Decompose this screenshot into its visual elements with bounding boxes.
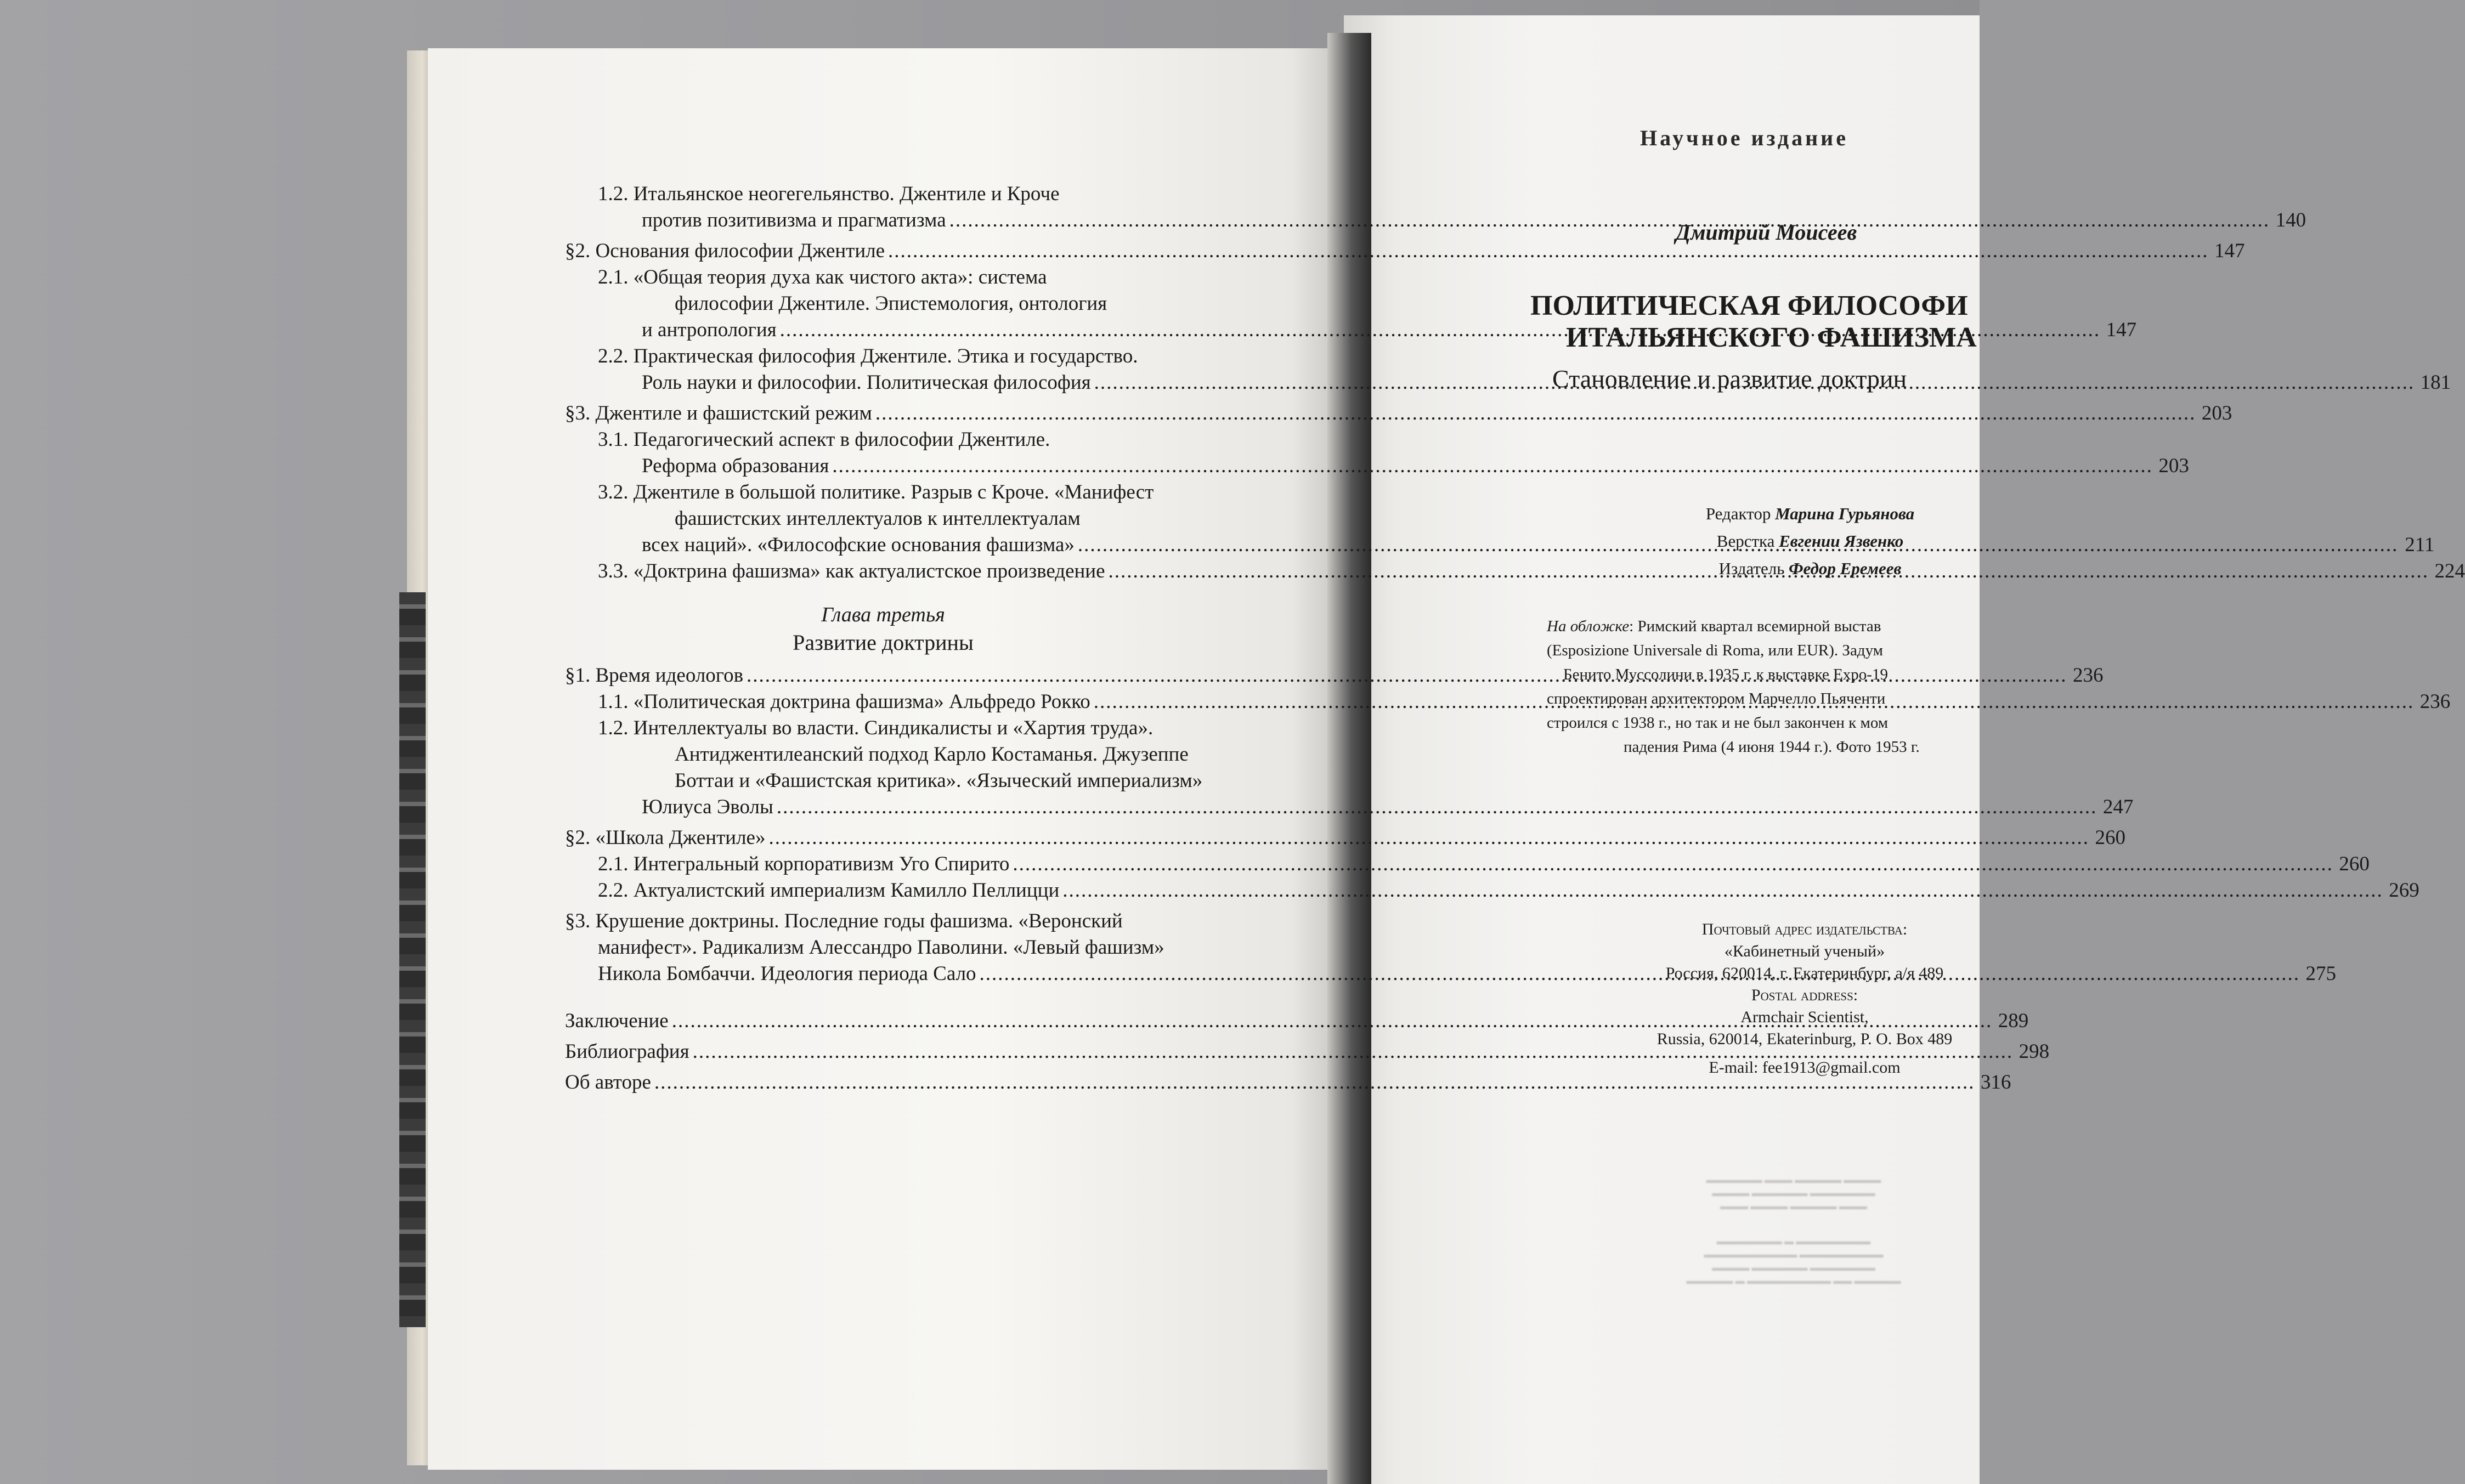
author-name: Дмитрий Моисеев (1675, 220, 1857, 245)
toc-entry-line: §3. Крушение доктрины. Последние годы фашизма. «Веронский (565, 910, 1123, 932)
toc-page-number: 236 (2419, 690, 2451, 713)
toc-entry-text (565, 400, 2232, 427)
address-line: Armchair Scientist, (1740, 1008, 1869, 1026)
cover-note-line: Бенито Муссолини в 1935 г. к выставке Expo-19 (1563, 666, 1888, 683)
toc-entry (565, 825, 2125, 851)
toc-entry-line: 3.3. «Доктрина фашизма» как актуалистское произведение (598, 560, 1105, 582)
series-label: Научное издание (1640, 126, 1848, 150)
cover-note-line: спроектирован архитектором Марчелло Пьяченти (1547, 690, 1886, 707)
cover-note-line: На обложке: Римский квартал всемирной выстав (1547, 618, 1881, 635)
credit-publisher (1646, 555, 1975, 582)
toc-entry-line: Роль науки и философии. Политическая философия (642, 371, 1091, 394)
toc-entry-line: Реформа образования (642, 455, 829, 477)
toc-leader-dots (777, 794, 2097, 820)
toc-leader-dots (1062, 877, 2383, 904)
toc-entry-line: фашистских интеллектуалов к интеллектуалам (675, 507, 1081, 530)
credit-role: Верстка (1716, 531, 1775, 551)
cover-note-label: На обложке (1547, 618, 1630, 635)
toc-entry-line: против позитивизма и прагматизма (642, 209, 946, 231)
show-through-colophon: ▬▬▬▬▬▬ ▬▬▬ ▬▬▬▬▬ ▬▬▬▬ ▬▬▬▬ ▬▬▬▬▬▬ ▬▬▬▬▬▬▬ ▬▬▬ ▬▬▬▬ ▬▬▬▬▬ ▬▬▬ ▬▬▬▬▬▬▬ ▬ ▬▬▬▬▬▬▬▬ ▬▬▬▬▬▬▬▬▬▬ ▬▬▬▬▬▬▬▬▬ ▬▬▬▬ ▬▬▬▬▬▬ ▬▬▬▬▬▬▬ ▬▬▬▬▬ ▬ ▬▬▬▬▬▬▬▬▬ ▬▬ ▬▬▬▬▬ (1686, 1175, 1901, 1286)
toc-entry-line: Боттаи и «Фашистская критика». «Языческий империализм» (675, 769, 1203, 792)
toc-entry-line: 1.2. Интеллектуалы во власти. Синдикалисты и «Хартия труда». (598, 717, 1154, 739)
toc-page-number: 211 (2405, 534, 2435, 556)
toc-leader-dots (768, 825, 2089, 851)
chapter-title: Развитие доктрины (793, 630, 974, 655)
toc-entry-text (598, 877, 2419, 904)
toc-page-number: 260 (2095, 826, 2125, 849)
toc-entry-last-line (598, 370, 2451, 396)
toc-entry (565, 238, 2245, 264)
toc-entry-last-line (598, 794, 2133, 820)
toc-entry (565, 877, 2419, 904)
cover-note (1547, 614, 2029, 759)
toc-entry-line: 2.2. Практическая философия Джентиле. Этика и государство. (598, 345, 1138, 367)
book-subtitle: Становление и развитие доктрин (1552, 365, 1907, 393)
toc-entry (565, 400, 2232, 427)
toc-entry-line: §1. Время идеологов (565, 664, 744, 687)
credit-layout (1646, 528, 1975, 555)
book-title-line-2: ИТАЛЬЯНСКОГО ФАШИЗМА (1566, 322, 1977, 353)
toc-entry (565, 427, 2189, 479)
toc-entry-line: 3.1. Педагогический аспект в философии Джентиле. (598, 428, 1050, 451)
toc-entry (565, 1069, 2011, 1096)
toc-entry-text (598, 558, 2465, 585)
email-line: E-mail: fee1913@gmail.com (1709, 1058, 1901, 1077)
toc-entry-line: Об авторе (565, 1071, 651, 1094)
credit-name: Марина Гурьянова (1775, 504, 1915, 523)
credit-role: Издатель (1718, 559, 1785, 578)
toc-entry-last-line (598, 689, 2450, 715)
toc-entry-line: Юлиуса Эволы (642, 796, 773, 818)
toc-page-number: 316 (1980, 1071, 2011, 1094)
toc-entry-line: 1.2. Итальянское неогегельянство. Джентиле и Кроче (598, 183, 1060, 205)
toc-leader-dots (875, 400, 2196, 427)
toc-entry-text (598, 479, 2434, 558)
toc-page-number: 236 (2073, 664, 2104, 687)
credit-name: Евгении Язвенко (1779, 531, 1904, 551)
toc-page-number: 224 (2434, 560, 2465, 582)
toc-entry-text (598, 181, 2306, 234)
toc-entry-text (565, 238, 2245, 264)
toc-leader-dots (832, 453, 2153, 479)
toc-entry-last-line (598, 453, 2189, 479)
toc-entry-last-line (565, 400, 2232, 427)
credit-name: Федор Еремеев (1789, 559, 1902, 578)
toc-entry-line: всех наций». «Философские основания фашизма» (642, 534, 1075, 556)
toc-entry-last-line (598, 207, 2306, 234)
toc-page-number: 140 (2275, 209, 2306, 231)
toc-page-number: 260 (2339, 853, 2370, 875)
toc-entry-line: 1.1. «Политическая доктрина фашизма» Альфредо Рокко (598, 690, 1090, 713)
toc-entry-last-line (598, 851, 2370, 877)
credit-editor (1646, 500, 1975, 528)
credits-block (1646, 500, 1975, 582)
toc-page-number: 181 (2420, 371, 2451, 394)
toc-entry-line: 2.1. Интегральный корпоративизм Уго Спирито (598, 853, 1010, 875)
credit-role: Редактор (1705, 504, 1771, 523)
cover-note-line: падения Рима (4 июня 1944 г.). Фото 1953 г. (1624, 738, 1920, 756)
toc-entry-line: и антропология (642, 319, 777, 341)
toc-leader-dots (1013, 851, 2333, 877)
book-title-line-1: ПОЛИТИЧЕСКАЯ ФИЛОСОФИ (1530, 290, 1968, 321)
toc-entry-last-line (598, 558, 2465, 585)
toc-entry-text (598, 851, 2370, 877)
chapter-label: Глава третья (821, 603, 945, 626)
address-heading-ru: Почтовый адрес издательства: (1701, 920, 1908, 938)
address-line: «Кабинетный ученый» (1724, 942, 1885, 960)
toc-entry-line: философии Джентиле. Эпистемология, онтология (675, 292, 1107, 315)
toc-entry-text (598, 343, 2451, 396)
toc-page-number: 147 (2214, 240, 2245, 262)
toc-page-number: 203 (2201, 402, 2232, 424)
toc-page-number: 147 (2106, 319, 2137, 341)
toc-entry-text (598, 427, 2189, 479)
publisher-address (1607, 919, 2002, 1079)
address-line: Россия, 620014, г. Екатеринбург, а/я 489 (1665, 964, 1944, 982)
toc-page-number: 298 (2019, 1040, 2050, 1063)
toc-page-number: 247 (2102, 796, 2134, 818)
toc-entry-last-line (565, 825, 2125, 851)
toc-entry-line: Библиография (565, 1040, 689, 1063)
toc-entry-line: манифест». Радикализм Алессандро Паволини. «Левый фашизм» (598, 936, 1164, 959)
cover-note-line: строился с 1938 г., но так и не был закончен к мом (1547, 714, 1889, 732)
toc-entry (565, 851, 2370, 877)
toc-page-number: 203 (2158, 455, 2189, 477)
toc-page-number: 275 (2305, 962, 2337, 985)
toc-entry-text (598, 689, 2450, 715)
toc-entry-last-line (598, 877, 2419, 904)
toc-entry-text (565, 908, 2336, 987)
chapter-heading (565, 601, 1234, 657)
toc-entry-text (565, 825, 2125, 851)
toc-entry-line: Заключение (565, 1010, 669, 1032)
cover-photo-strip (399, 592, 426, 1327)
address-heading-en: Postal address: (1751, 986, 1858, 1004)
toc-gap (565, 987, 1234, 1004)
toc-entry-line: §2. «Школа Джентиле» (565, 826, 766, 849)
toc-page-number: 289 (1998, 1010, 2029, 1032)
toc-page-number: 269 (2389, 879, 2419, 902)
toc-entry-line: 2.1. «Общая теория духа как чистого акта»: система (598, 266, 1047, 288)
toc-entry-line: §3. Джентиле и фашистский режим (565, 402, 872, 424)
toc-entry-last-line (598, 532, 2434, 558)
toc-entry-line: 3.2. Джентиле в большой политике. Разрыв с Кроче. «Манифест (598, 481, 1154, 503)
toc-entry-line: 2.2. Актуалистский империализм Камилло Пеллицци (598, 879, 1060, 902)
toc-entry-line: Никола Бомбаччи. Идеология периода Сало (598, 962, 976, 985)
cover-note-line: (Esposizione Universale di Roma, или EUR). Задум (1547, 642, 1884, 659)
toc-entry-line: Антиджентилеанский подход Карло Костаманья. Джузеппе (675, 743, 1189, 766)
toc-entry-last-line (565, 961, 2336, 987)
toc-entry-line: §2. Основания философии Джентиле (565, 240, 885, 262)
toc-leader-dots (888, 238, 2209, 264)
toc-entry-last-line (565, 238, 2245, 264)
address-line: Russia, 620014, Ekaterinburg, P. O. Box 489 (1656, 1030, 1953, 1048)
